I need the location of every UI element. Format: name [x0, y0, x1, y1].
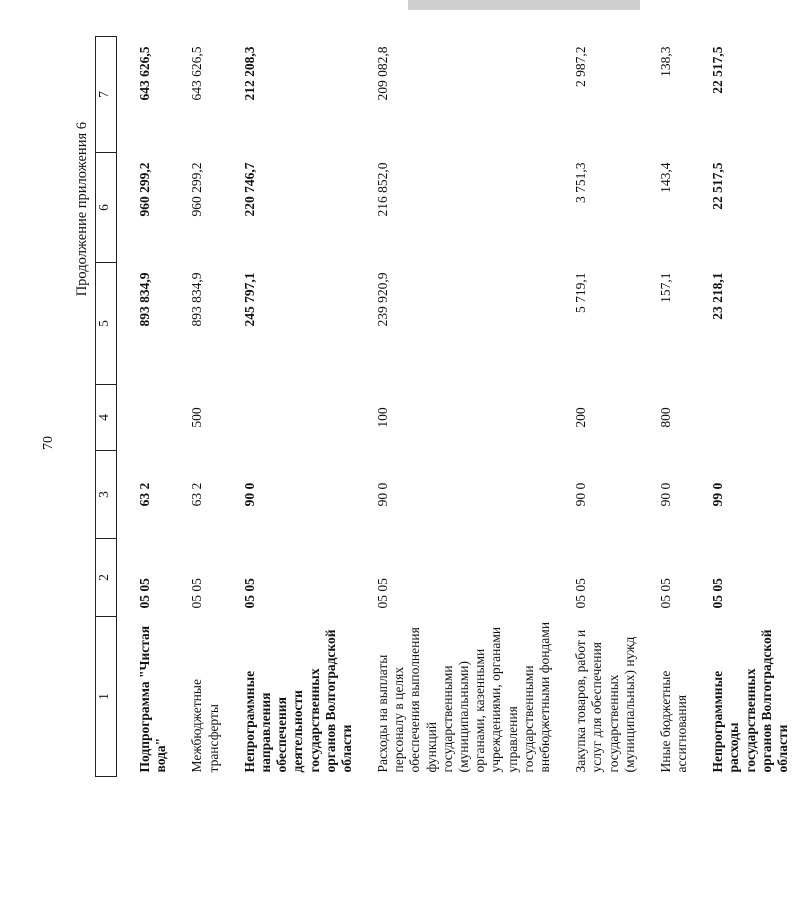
table-row	[690, 37, 797, 777]
expense-kind: 200	[573, 407, 589, 428]
expense-kind	[690, 385, 797, 451]
section-code: 05 05	[189, 578, 205, 609]
column-header: 3	[96, 451, 117, 539]
appendix-caption: Продолжение приложения 6	[74, 122, 90, 297]
amount-col-7: 643 626,5	[137, 46, 152, 101]
column-header: 1	[96, 617, 117, 777]
amount-col-5: 245 797,1	[241, 272, 257, 327]
expense-kind: 500	[189, 407, 205, 428]
amount-col-6: 143,4	[657, 162, 673, 193]
page-number: 70	[41, 436, 56, 450]
amount-col-5: 893 834,9	[189, 272, 205, 327]
section-code: 05 05	[241, 578, 257, 609]
amount-col-5: 239 920,9	[375, 272, 391, 327]
target-code: 63 2	[189, 482, 205, 507]
amount-col-6: 216 852,0	[375, 162, 391, 217]
column-header: 4	[96, 385, 117, 451]
table-header-row	[96, 37, 117, 777]
section-code: 05 05	[710, 578, 726, 609]
budget-table	[95, 36, 797, 777]
expense-kind	[117, 385, 170, 451]
target-code: 90 0	[241, 482, 257, 507]
amount-col-5: 157,1	[657, 272, 673, 303]
amount-col-7: 22 517,5	[710, 46, 726, 94]
amount-col-6: 960 299,2	[189, 162, 205, 217]
column-header: 5	[96, 263, 117, 385]
expense-kind	[222, 385, 355, 451]
table-row	[638, 37, 690, 777]
expense-kind: 800	[657, 407, 673, 428]
row-name: Подпрограмма "Чистая вода"	[137, 625, 169, 773]
amount-col-7: 138,3	[657, 46, 673, 77]
section-code: 05 05	[137, 578, 152, 609]
row-name: Непрограммные расходы государственных органов Волгоградской области	[710, 629, 790, 773]
column-header: 2	[96, 539, 117, 617]
table-row	[117, 37, 170, 777]
expense-kind: 100	[375, 407, 391, 428]
amount-col-7: 212 208,3	[241, 46, 257, 101]
amount-col-5: 5 719,1	[573, 272, 589, 313]
amount-col-5: 893 834,9	[137, 272, 152, 327]
table-row	[355, 37, 553, 777]
target-code: 90 0	[573, 482, 589, 507]
target-code: 99 0	[710, 482, 726, 507]
amount-col-7: 643 626,5	[189, 46, 205, 101]
amount-col-6: 3 751,3	[573, 162, 589, 203]
column-header: 7	[96, 37, 117, 153]
row-name: Межбюджетные трансферты	[189, 679, 221, 773]
row-name: Расходы на выплаты персоналу в целях обеспечения выполнения функций государственными (муниципальными) органами, казенными учреждениями, органами управления государственными внебюджетными фондами	[375, 621, 552, 773]
amount-col-5: 23 218,1	[710, 272, 726, 320]
target-code: 63 2	[137, 482, 152, 507]
amount-col-7: 209 082,8	[375, 46, 391, 101]
row-name: Закупка товаров, работ и услуг для обеспечения государственных (муниципальных) нужд	[573, 629, 637, 773]
table-row	[553, 37, 638, 777]
section-code: 05 05	[573, 578, 589, 609]
row-name: Иные бюджетные ассигнования	[657, 670, 690, 773]
target-code: 90 0	[657, 482, 673, 507]
amount-col-7: 2 987,2	[573, 46, 589, 87]
row-name: Непрограммные направления обеспечения деятельности государственных органов Волгоградской области	[241, 629, 354, 773]
section-code: 05 05	[657, 578, 673, 609]
table-row	[222, 37, 355, 777]
table-row	[169, 37, 221, 777]
target-code: 90 0	[375, 482, 391, 507]
section-code: 05 05	[375, 578, 391, 609]
column-header: 6	[96, 153, 117, 263]
scan-edge	[408, 0, 640, 10]
amount-col-6: 220 746,7	[241, 162, 257, 217]
amount-col-6: 960 299,2	[137, 162, 152, 217]
amount-col-6: 22 517,5	[710, 162, 726, 210]
